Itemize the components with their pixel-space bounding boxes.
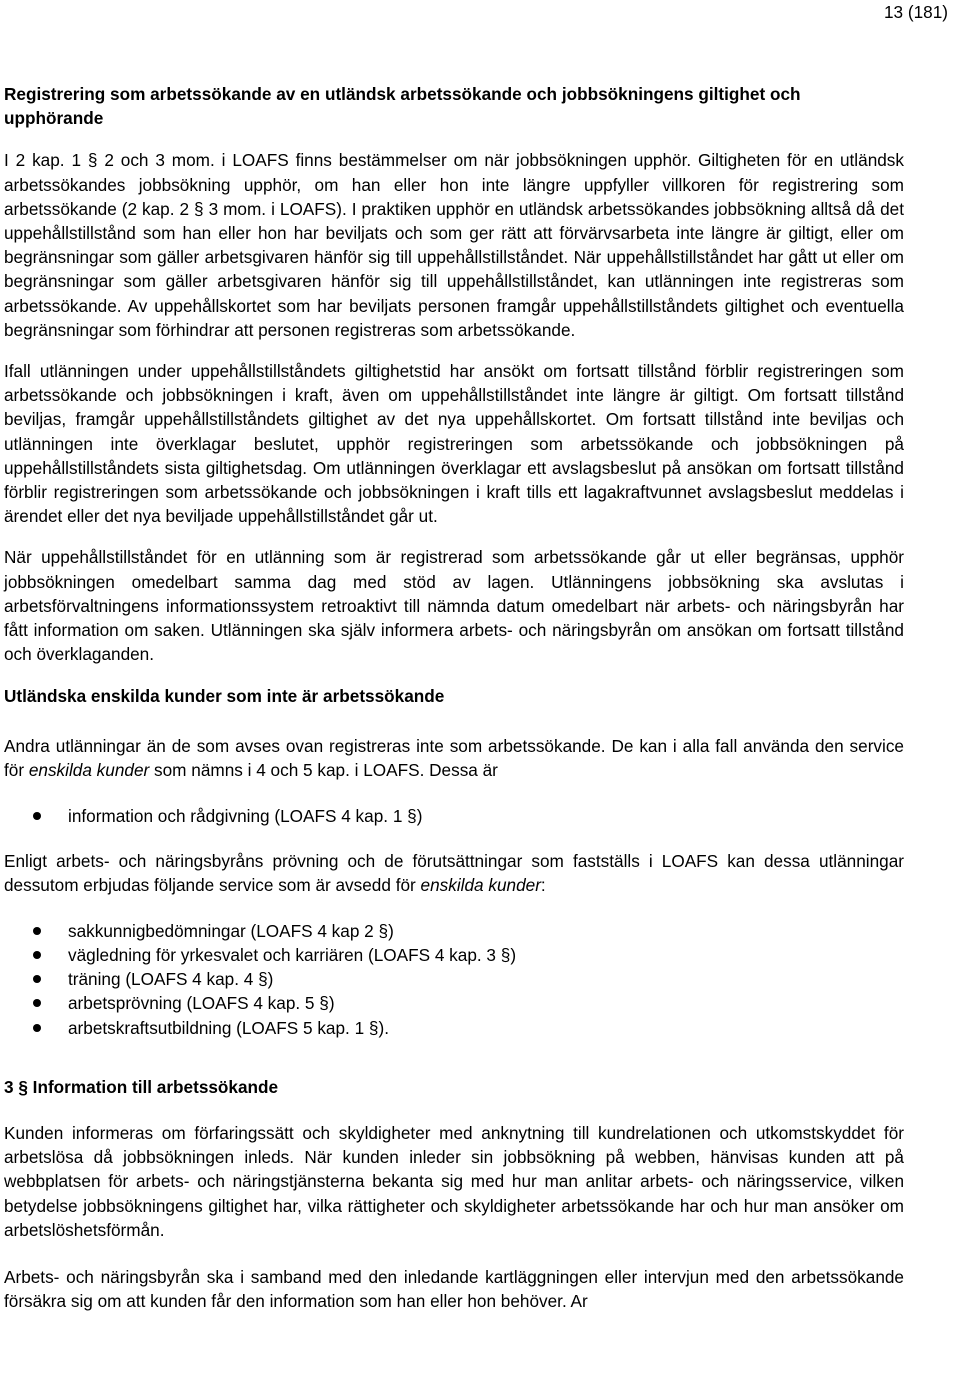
paragraph-initial-survey: Arbets- och näringsbyrån ska i samband med den inledande kartläggningen eller intervjun med den arbetssökande försäkra sig om att kunden får den information som han eller hon behöver. Ar bbox=[4, 1266, 904, 1312]
paragraph-customer-informed: Kunden informeras om förfaringssätt och skyldigheter med anknytning till kundrelationen och utkomstskyddet för arbetslösa då jobbsökningen inleds. När kunden inleder sin jobbsökning på webben, hänvisas kunden att på webbplatsen för arbets- och näringstjänsterna bekanta sig med hur man anlitar arbets- och näringsservice, vilken betydelse jobbsökningens giltighet har, vilka rättigheter och skyldigheter arbetssökande har och hur man ansöker om arbetslöshetsförmån. bbox=[4, 1122, 904, 1240]
paragraph-text: som nämns i 4 och 5 kap. i LOAFS. Dessa är bbox=[149, 759, 498, 780]
section-heading-individual-customers: Utländska enskilda kunder som inte är arbetssökande bbox=[4, 686, 445, 707]
service-list-basic bbox=[4, 804, 904, 828]
paragraph-text: Andra utlänningar än de som avses ovan registreras inte som arbetssökande. De kan i alla fall använda den service för bbox=[4, 735, 904, 780]
list-item-text: vägledning för yrkesvalet och karriären (LOAFS 4 kap. 3 §) bbox=[68, 944, 517, 965]
paragraph-other-foreigners bbox=[4, 734, 904, 782]
emphasis-text: enskilda kunder bbox=[28, 759, 150, 780]
page-number: 13 (181) bbox=[883, 2, 948, 22]
paragraph-text: Enligt arbets- och näringsbyråns prövning och de förutsättningar som fastställs i LOAFS kan dessa utlänningar dessutom erbjudas följande service som är avsedd för bbox=[4, 851, 904, 896]
paragraph-validity-end: I 2 kap. 1 § 2 och 3 mom. i LOAFS finns bestämmelser om när jobbsökningen upphör. Giltigheten för en utländsk arbetssökandes jobbsökning upphör, om han eller hon inte längre uppfyller villkoren för registrering som arbetssökande (2 kap. 2 § 3 mom. i LOAFS). I praktiken upphör en utländsk arbetssökandes jobbsökning alltså då det uppehållstillstånd som han eller hon har beviljats och som ger rätt att förvärvsarbeta inte längre är giltigt, eller om begränsningar som gäller arbetsgivaren hänför sig till uppehållstillståndet. När uppehållstillståndet har gått ut eller om begränsningar som gäller arbetsgivaren hänför sig till uppehållstillståndet, kan utlänningen inte registreras som arbetssökande. Av uppehållskortet som har beviljats personen framgår uppehållstillståndets giltighet och eventuella begränsningar som förhindrar att personen registreras som arbetssökande. bbox=[4, 150, 904, 340]
emphasis-text: enskilda kunder bbox=[420, 875, 541, 896]
bullet-icon bbox=[33, 999, 41, 1007]
list-item bbox=[4, 991, 904, 1015]
bullet-icon bbox=[33, 812, 41, 820]
bullet-icon bbox=[33, 951, 41, 959]
bullet-icon bbox=[33, 1024, 41, 1032]
service-list-additional bbox=[4, 919, 904, 1040]
list-item-text: arbetskraftsutbildning (LOAFS 5 kap. 1 §). bbox=[68, 1017, 389, 1038]
bullet-icon bbox=[33, 927, 41, 935]
paragraph-continued-permit: Ifall utlänningen under uppehållstillståndets giltighetstid har ansökt om fortsatt tillstånd förblir registreringen som arbetssökande och jobbsökningen i kraft, även om uppehållstillståndet inte längre är giltigt. Om fortsatt tillstånd beviljas, framgår uppehållstillståndets giltighet av det nya uppehållskortet. Om fortsatt tillstånd inte beviljas och utlänningen inte överklagar beslutet, upphör registreringen som arbetssökande och jobbsökningen på uppehållstillståndets sista giltighetsdag. Om utlänningen överklagar ett avslagsbeslut på ansökan om fortsatt tillstånd förblir registreringen som arbetssökande och jobbsökningen i kraft tills ett lagakraftvunnet avslagsbeslut meddelas i ärendet eller det nya beviljade uppehållstillståndet går ut. bbox=[4, 361, 904, 527]
paragraph-additional-services bbox=[4, 849, 904, 897]
list-item-text: information och rådgivning (LOAFS 4 kap. 1 §) bbox=[68, 806, 423, 827]
document-body bbox=[4, 82, 904, 1313]
list-item bbox=[4, 943, 904, 967]
list-item-text: arbetsprövning (LOAFS 4 kap. 5 §) bbox=[68, 993, 335, 1014]
section-heading-information: 3 § Information till arbetssökande bbox=[4, 1076, 279, 1097]
section-heading-registration: Registrering som arbetssökande av en utländsk arbetssökande och jobbsökningens giltighet och upphörande bbox=[4, 84, 801, 129]
paragraph-permit-expiry: När uppehållstillståndet för en utlänning som är registrerad som arbetssökande går ut eller begränsas, upphör jobbsökningen omedelbart samma dag med stöd av lagen. Utlänningens jobbsökning ska avslutas i arbetsförvaltningens informationssystem retroaktivt till nämnda datum omedelbart när arbets- och näringsbyrån har fått information om saken. Utlänningen ska själv informera arbets- och näringsbyrån om ansökan om fortsatt tillstånd och överklaganden. bbox=[4, 547, 904, 665]
bullet-icon bbox=[33, 975, 41, 983]
list-item bbox=[4, 804, 904, 828]
list-item bbox=[4, 967, 904, 991]
list-item-text: sakkunnigbedömningar (LOAFS 4 kap 2 §) bbox=[68, 920, 394, 941]
list-item-text: träning (LOAFS 4 kap. 4 §) bbox=[68, 969, 274, 990]
paragraph-text: : bbox=[540, 875, 546, 896]
list-item bbox=[4, 1016, 904, 1040]
list-item bbox=[4, 919, 904, 943]
